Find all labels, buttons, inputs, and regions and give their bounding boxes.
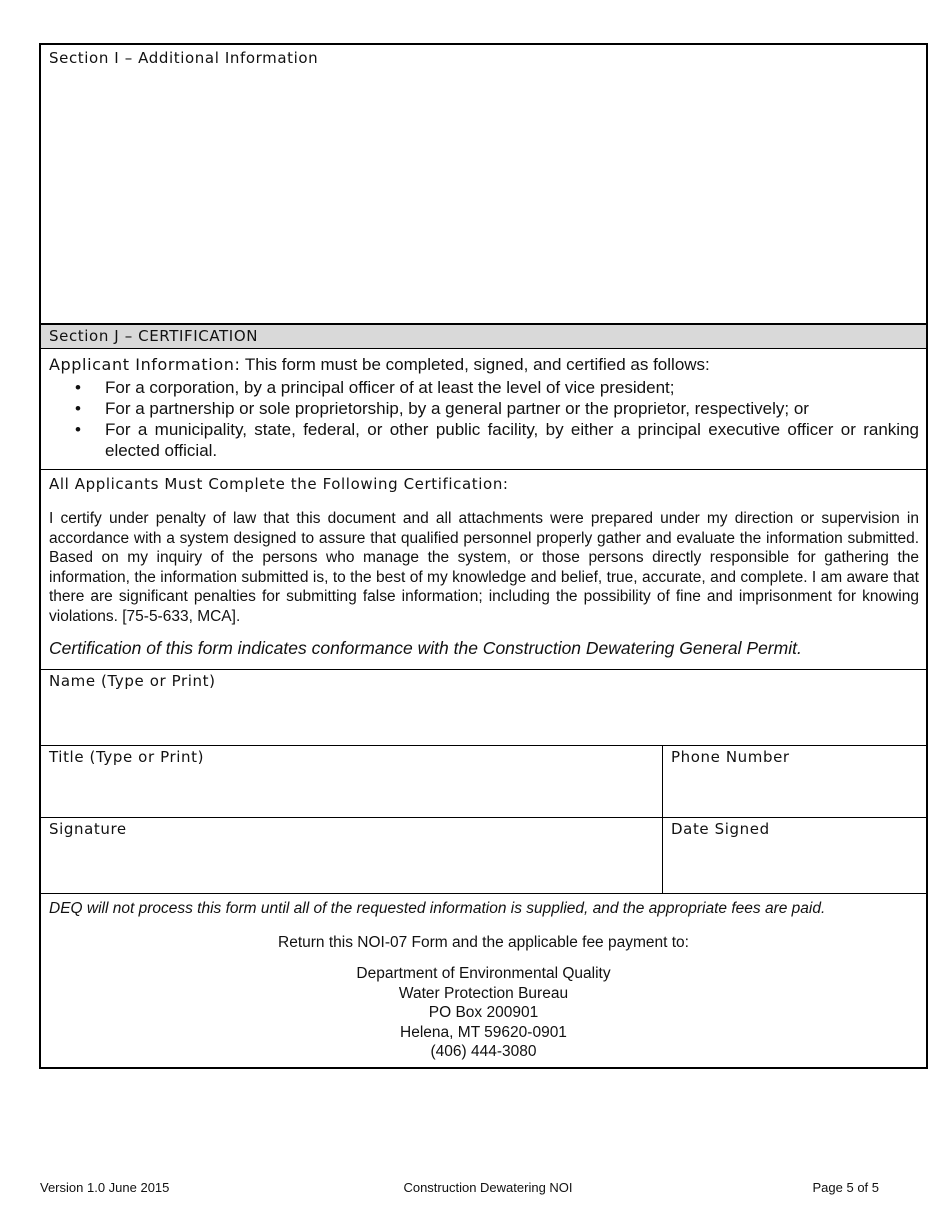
applicant-label: Applicant Information: — [49, 355, 241, 374]
name-field[interactable] — [41, 670, 926, 746]
certification-statement: I certify under penalty of law that this document and all attachments were prepared under my direction or supervision in accordance with a system designed to assure that qualified personnel properly gather and evaluate the information submitted. Based on my inquiry of the persons who manage the system, or those persons directly responsible for gathering the information, the information submitted is, to the best of my knowledge and belief, true, accurate, and complete. I am aware that there are significant penalties for submitting false information; including the possibility of fine and imprisonment for knowing violations. [75-5-633, MCA]. — [49, 510, 919, 625]
applicant-intro-text: This form must be completed, signed, and certified as follows: — [244, 355, 710, 374]
section-j-title: Section J – CERTIFICATION — [49, 327, 259, 345]
phone-field-label: Phone Number — [671, 748, 790, 766]
mailing-address — [41, 964, 926, 1062]
bullet-partnership: • For a partnership or sole proprietorship, by a general partner or the proprietor, respectively; or — [49, 398, 919, 419]
submission-instructions — [41, 894, 926, 1067]
address-line: PO Box 200901 — [428, 1004, 539, 1021]
certification-label: All Applicants Must Complete the Following Certification: — [49, 475, 509, 493]
bullet-municipality: • For a municipality, state, federal, or other public facility, by either a principal executive officer or ranking elected official. — [49, 419, 919, 461]
title-field[interactable] — [41, 746, 663, 818]
section-j-header — [41, 325, 926, 349]
signature-field-label: Signature — [49, 820, 127, 838]
noi-form — [39, 43, 928, 1069]
footer-version: Version 1.0 June 2015 — [40, 1180, 170, 1195]
date-signed-field[interactable] — [663, 818, 926, 894]
processing-notice: DEQ will not process this form until all of the requested information is supplied, and the appropriate fees are paid. — [49, 900, 826, 917]
footer-document-name: Construction Dewatering NOI — [403, 1180, 573, 1195]
applicant-information — [41, 349, 926, 470]
address-line: (406) 444-3080 — [430, 1043, 537, 1060]
phone-field[interactable] — [663, 746, 926, 818]
address-line: Water Protection Bureau — [398, 984, 569, 1002]
section-i-title: Section I – Additional Information — [49, 49, 319, 67]
applicant-intro — [49, 355, 710, 375]
date-signed-field-label: Date Signed — [671, 820, 770, 838]
return-instructions: Return this NOI-07 Form and the applicable fee payment to: — [278, 934, 689, 951]
certification-block — [41, 470, 926, 670]
address-line: Department of Environmental Quality — [356, 965, 611, 982]
bullet-corporation: • For a corporation, by a principal officer of at least the level of vice president; — [49, 377, 919, 398]
title-field-label: Title (Type or Print) — [49, 748, 205, 766]
signature-field[interactable] — [41, 818, 663, 894]
address-line: Helena, MT 59620-0901 — [400, 1023, 567, 1041]
section-i-additional-information[interactable] — [41, 45, 926, 325]
conformance-statement: Certification of this form indicates conformance with the Construction Dewatering General Permit. — [49, 638, 802, 658]
applicant-bullet-list — [49, 377, 919, 461]
footer-page-number: Page 5 of 5 — [812, 1180, 879, 1195]
name-field-label: Name (Type or Print) — [49, 672, 216, 690]
